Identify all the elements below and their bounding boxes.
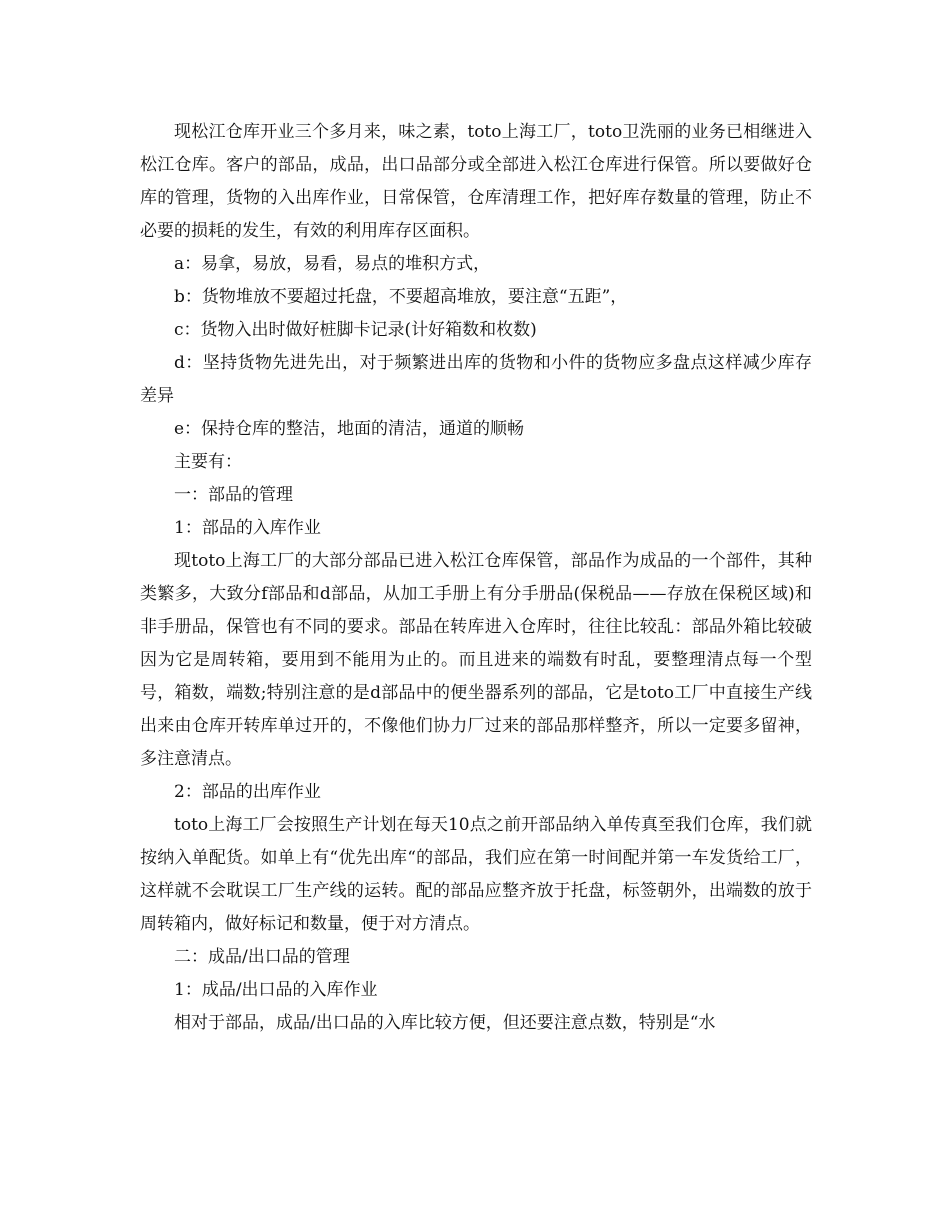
subsection-heading-finished-inbound: 1：成品/出口品的入库作业 bbox=[174, 980, 378, 1000]
subsection-heading-parts-outbound: 2：部品的出库作业 bbox=[174, 782, 321, 802]
paragraph-rule-a: a：易拿，易放，易看，易点的堆积方式， bbox=[174, 254, 491, 274]
paragraph-rule-d: d：坚持货物先进先出，对于频繁进出库的货物和小件的货物应多盘点这样减少库存差异 bbox=[140, 353, 812, 406]
paragraph-intro: 现松江仓库开业三个多月来，味之素，toto上海工厂，toto卫洗丽的业务已相继进入松江仓库。客户的部品，成品，出口品部分或全部进入松江仓库进行保管。所以要做好仓库的管理，货物的入出库作业，日常保管，仓库清理工作，把好库存数量的管理，防止不必要的损耗的发生，有效的利用库存区面积。 bbox=[140, 122, 812, 241]
section-heading-parts: 一：部品的管理 bbox=[174, 485, 293, 505]
paragraph-parts-outbound: toto上海工厂会按照生产计划在每天10点之前开部品纳入单传真至我们仓库，我们就按纳入单配货。如单上有“优先出库“的部品，我们应在第一时间配并第一车发货给工厂，这样就不会耽误工厂生产线的运转。配的部品应整齐放于托盘，标签朝外，出端数的放于周转箱内，做好标记和数量，便于对方清点。 bbox=[140, 815, 812, 934]
paragraph-finished-inbound: 相对于部品，成品/出口品的入库比较方便，但还要注意点数，特别是“水 bbox=[174, 1013, 716, 1033]
document-body bbox=[140, 116, 812, 1040]
paragraph-rule-b: b：货物堆放不要超过托盘，不要超高堆放，要注意“五距”， bbox=[174, 287, 628, 307]
paragraph-rule-e: e：保持仓库的整洁，地面的清洁，通道的顺畅 bbox=[174, 419, 525, 439]
subsection-heading-parts-inbound: 1：部品的入库作业 bbox=[174, 518, 321, 538]
paragraph-main-heading: 主要有： bbox=[174, 452, 242, 472]
section-heading-finished-goods: 二：成品/出口品的管理 bbox=[174, 947, 350, 967]
paragraph-rule-c: c：货物入出时做好桩脚卡记录(计好箱数和枚数) bbox=[174, 320, 537, 340]
paragraph-parts-inbound: 现toto上海工厂的大部分部品已进入松江仓库保管，部品作为成品的一个部件，其种类繁多，大致分f部品和d部品，从加工手册上有分手册品(保税品——存放在保税区域)和非手册品，保管也有不同的要求。部品在转库进入仓库时，往往比较乱：部品外箱比较破因为它是周转箱，要用到不能用为止的。而且进来的端数有时乱，要整理清点每一个型号，箱数，端数;特别注意的是d部品中的便坐器系列的部品，它是toto工厂中直接生产线出来由仓库开转库单过开的，不像他们协力厂过来的部品那样整齐，所以一定要多留神，多注意清点。 bbox=[140, 551, 812, 769]
